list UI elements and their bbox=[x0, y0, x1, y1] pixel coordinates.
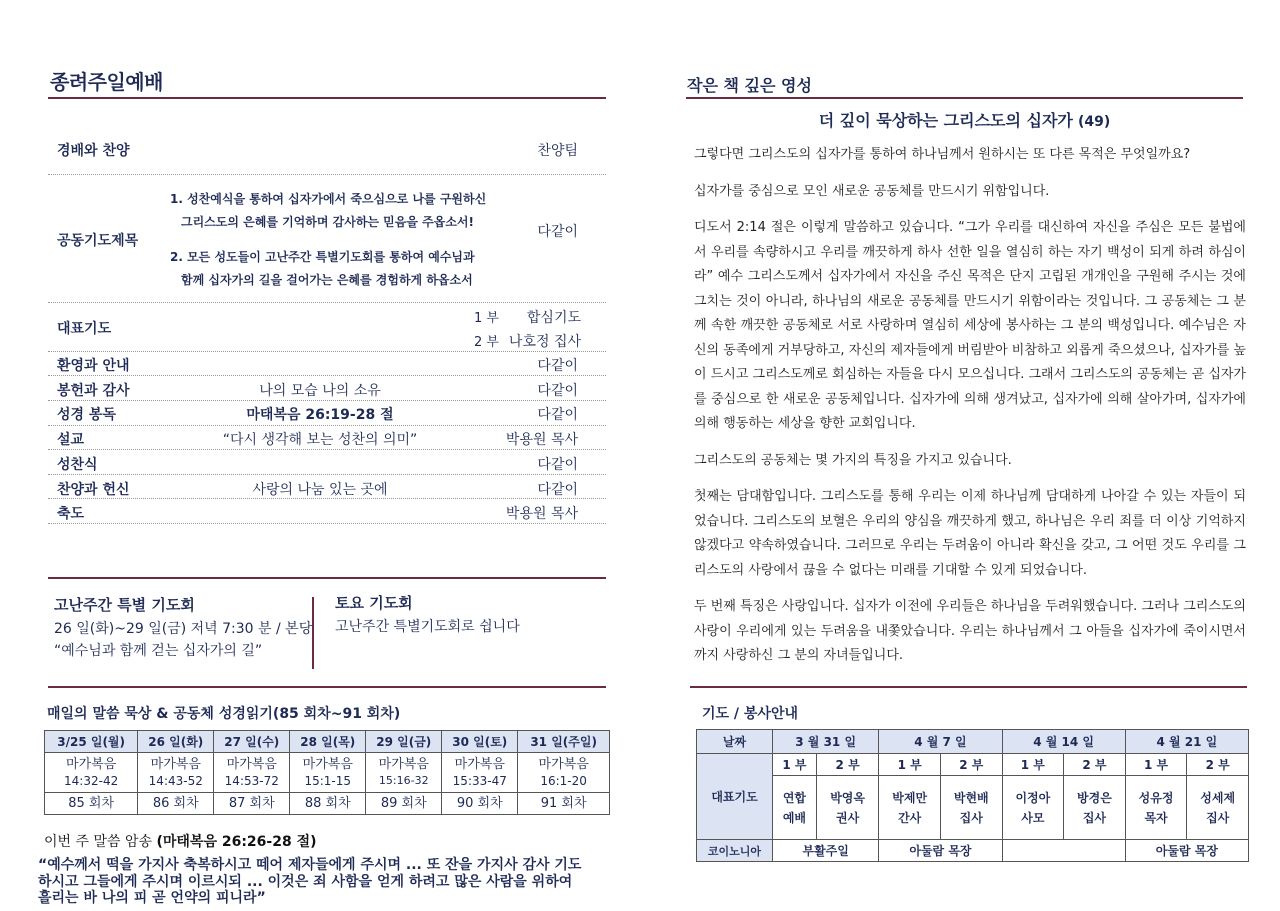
prayer-person: 박영옥 권사 bbox=[816, 776, 878, 840]
reading-passage: 마가복음 15:1-15 bbox=[290, 753, 366, 793]
prayer-person: 성유정 목자 bbox=[1125, 776, 1187, 840]
reading-round: 89 회차 bbox=[366, 793, 442, 815]
saturday-prayer-title: 토요 기도회 bbox=[335, 594, 413, 612]
order-label: 봉헌과 감사 bbox=[57, 383, 130, 399]
order-label: 찬양과 헌신 bbox=[57, 482, 130, 498]
memory-verse-text: “예수께서 떡을 가지사 축복하시고 떼어 제자들에게 주시며 ... 또 잔을 가지사 감사 기도 하시고 그들에게 주시며 이르시되 ... 이것은 죄 사함을 얻게 하려고 많은 사람을 위하여 흘리는 바 나의 피 곧 언약의 피니라” bbox=[38, 857, 582, 906]
order-leader: 다같이 bbox=[537, 482, 578, 498]
koinonia-group: 아둘람 목장 bbox=[1125, 840, 1248, 862]
section-rule bbox=[48, 686, 606, 688]
order-label: 성찬식 bbox=[57, 457, 98, 473]
prayer-person: 성세제 집사 bbox=[1187, 776, 1249, 840]
order-leader: 다같이 bbox=[537, 407, 578, 423]
order-part: 1 부 bbox=[474, 311, 499, 326]
reading-passage: 마가복음 15:33-47 bbox=[442, 753, 518, 793]
reading-round: 90 회차 bbox=[442, 793, 518, 815]
prayer-person: 이정아 사모 bbox=[1002, 776, 1064, 840]
service-date: 4 월 14 일 bbox=[1002, 730, 1125, 754]
service-part: 2 부 bbox=[1187, 754, 1249, 776]
special-prayer-schedule: 26 일(화)~29 일(금) 저녁 7:30 분 / 본당 bbox=[54, 621, 313, 637]
order-detail: “다시 생각해 보는 성찬의 의미” bbox=[222, 432, 418, 448]
special-prayer-title: 고난주간 특별 기도회 bbox=[54, 596, 195, 614]
prayer-person: 연합 예배 bbox=[773, 776, 817, 840]
reading-date: 29 일(금) bbox=[366, 731, 442, 753]
prayer-person: 방경은 집사 bbox=[1064, 776, 1126, 840]
article-paragraph: 십자가를 중심으로 모인 새로운 공동체를 만드시기 위함입니다. bbox=[694, 183, 1050, 199]
reading-title: 매일의 말씀 묵상 & 공동체 성경읽기(85 회차~91 회차) bbox=[47, 706, 401, 722]
service-title: 기도 / 봉사안내 bbox=[702, 706, 799, 722]
order-leader: 합심기도 bbox=[526, 310, 581, 326]
article-title: 더 깊이 묵상하는 그리스도의 십자가 (49) bbox=[818, 111, 1111, 130]
service-part: 1 부 bbox=[879, 754, 941, 776]
prayer-person: 박현배 집사 bbox=[940, 776, 1002, 840]
section-rule bbox=[690, 686, 1247, 688]
right-page-title: 작은 책 깊은 영성 bbox=[687, 76, 812, 95]
order-leader: 박용원 목사 bbox=[505, 506, 578, 522]
reading-passage: 마가복음 14:53-72 bbox=[214, 753, 290, 793]
reading-round: 87 회차 bbox=[214, 793, 290, 815]
special-prayer-theme: “예수님과 함께 걷는 십자가의 길” bbox=[54, 643, 263, 659]
article-body bbox=[694, 143, 1246, 681]
reading-passage: 마가복음 15:16-32 bbox=[366, 753, 442, 793]
reading-table bbox=[44, 730, 610, 815]
section-rule bbox=[48, 577, 606, 579]
service-part: 1 부 bbox=[1125, 754, 1187, 776]
article-paragraph: 그리스도의 공동체는 몇 가지의 특징을 가지고 있습니다. bbox=[694, 452, 1012, 468]
koinonia-group bbox=[1002, 840, 1125, 862]
date-header: 날짜 bbox=[697, 730, 773, 754]
prayer-row-label: 대표기도 bbox=[697, 754, 773, 840]
order-label: 성경 봉독 bbox=[57, 407, 116, 423]
worship-title: 종려주일예배 bbox=[50, 70, 163, 94]
order-leader: 다같이 bbox=[537, 358, 578, 374]
service-table bbox=[696, 729, 1249, 862]
article-paragraph: 디도서 2:14 절은 이렇게 말씀하고 있습니다. “그가 우리를 대신하여 자신을 주심은 모든 불법에서 우리를 속량하시고 우리를 깨끗하게 하사 선한 일을 열심히 하는 자기 백성이 되게 하려 하심이라” 예수 그리스도께서 십자가에서 자신을 주신 목적은 단지 고립된 개개인을 구원해 주시는 것에 그치는 것이 아니라, 하나님의 새로운 공동체를 만드시기 위함이라는 것입니다. 그 공동체는 그 분께 속한 깨끗한 공동체로 서로 사랑하며 열심히 세상에 봉사하는 그 분의 백성입니다. 예수님은 자신의 동족에게 거부당하고, 자신의 제자들에게 버림받아 비참하고 외롭게 죽으셨으나, 십자가를 높이 드시고 그리스도께로 회심하는 자들을 다시 모으십니다. 그래서 그리스도의 공동체는 곧 십자가를 중심으로 한 새로운 공동체입니다. 십자가에 의해 생겨났고, 십자가에 의해 살아가며, 십자가에 의해 행동하는 세상을 향한 교회입니다. bbox=[694, 220, 1246, 431]
service-part: 2 부 bbox=[940, 754, 1002, 776]
order-label: 축도 bbox=[57, 506, 85, 522]
order-leader: 다같이 bbox=[537, 383, 578, 399]
order-leader: 다같이 bbox=[537, 224, 578, 240]
service-date: 3 월 31 일 bbox=[773, 730, 879, 754]
prayer-topics: 1. 성찬예식을 통하여 십자가에서 죽으심으로 나를 구원하신 그리스도의 은혜를 기억하며 감사하는 믿음을 주옵소서! 2. 모든 성도들이 고난주간 특별기도회를 통하여 예수님과 함께 십자가의 길을 걸어가는 은혜를 경험하게 하옵소서 bbox=[170, 192, 487, 287]
reading-passage: 마가복음 14:43-52 bbox=[138, 753, 214, 793]
service-date: 4 월 21 일 bbox=[1125, 730, 1248, 754]
reading-date: 30 일(토) bbox=[442, 731, 518, 753]
order-label: 설교 bbox=[57, 432, 85, 448]
order-label: 환영과 안내 bbox=[57, 358, 130, 374]
reading-date: 31 일(주일) bbox=[518, 731, 610, 753]
service-part: 1 부 bbox=[773, 754, 817, 776]
order-label: 대표기도 bbox=[57, 321, 112, 337]
order-leader: 박용원 목사 bbox=[505, 432, 578, 448]
service-date: 4 월 7 일 bbox=[879, 730, 1002, 754]
order-label: 공동기도제목 bbox=[57, 233, 139, 249]
article-paragraph: 두 번째 특징은 사랑입니다. 십자가 이전에 우리들은 하나님을 두려워했습니다. 그러나 그리스도의 사랑이 우리에게 있는 두려움을 내쫓았습니다. 우리는 하나님께서 그 아들을 십자가에 죽이시면서까지 사랑하신 그 분의 자녀들입니다. bbox=[694, 599, 1246, 663]
memory-verse-title: 이번 주 말씀 암송 (마태복음 26:26-28 절) bbox=[44, 834, 317, 850]
order-detail: 사랑의 나눔 있는 곳에 bbox=[252, 482, 388, 498]
order-leader: 다같이 bbox=[537, 457, 578, 473]
reading-date: 26 일(화) bbox=[138, 731, 214, 753]
vertical-divider bbox=[312, 597, 314, 669]
reading-round: 85 회차 bbox=[45, 793, 138, 815]
reading-passage: 마가복음 16:1-20 bbox=[518, 753, 610, 793]
service-part: 2 부 bbox=[1064, 754, 1126, 776]
order-leader: 나호정 집사 bbox=[508, 334, 581, 350]
reading-round: 91 회차 bbox=[518, 793, 610, 815]
reading-date: 3/25 일(월) bbox=[45, 731, 138, 753]
service-part: 1 부 bbox=[1002, 754, 1064, 776]
title-rule bbox=[686, 97, 1243, 99]
order-detail: 마태복음 26:19-28 절 bbox=[246, 407, 394, 423]
koinonia-label: 코이노니아 bbox=[697, 840, 773, 862]
title-rule bbox=[48, 97, 606, 99]
article-paragraph: 첫째는 담대함입니다. 그리스도를 통해 우리는 이제 하나님께 담대하게 나아갈 수 있는 자들이 되었습니다. 그리스도의 보혈은 우리의 양심을 깨끗하게 했고, 하나님은 우리 죄를 더 이상 기억하지 않겠다고 약속하였습니다. 그러므로 우리는 두려움이 아니라 확신을 갖고, 그 어떤 것도 우리를 그리스도의 사랑에서 끊을 수 없다는 미래를 기대할 수 있게 되었습니다. bbox=[694, 489, 1246, 578]
order-label: 경배와 찬양 bbox=[57, 143, 130, 159]
prayer-person: 박제만 간사 bbox=[879, 776, 941, 840]
reading-round: 86 회차 bbox=[138, 793, 214, 815]
order-detail: 나의 모습 나의 소유 bbox=[259, 383, 381, 399]
article-paragraph: 그렇다면 그리스도의 십자가를 통하여 하나님께서 원하시는 또 다른 목적은 무엇일까요? bbox=[694, 147, 1191, 162]
order-part: 2 부 bbox=[474, 335, 499, 350]
order-leader: 찬양팀 bbox=[537, 143, 578, 159]
reading-date: 27 일(수) bbox=[214, 731, 290, 753]
koinonia-group: 부활주일 bbox=[773, 840, 879, 862]
reading-date: 28 일(목) bbox=[290, 731, 366, 753]
reading-passage: 마가복음 14:32-42 bbox=[45, 753, 138, 793]
reading-round: 88 회차 bbox=[290, 793, 366, 815]
service-part: 2 부 bbox=[816, 754, 878, 776]
koinonia-group: 아둘람 목장 bbox=[879, 840, 1002, 862]
saturday-prayer-note: 고난주간 특별기도회로 쉽니다 bbox=[335, 619, 520, 635]
